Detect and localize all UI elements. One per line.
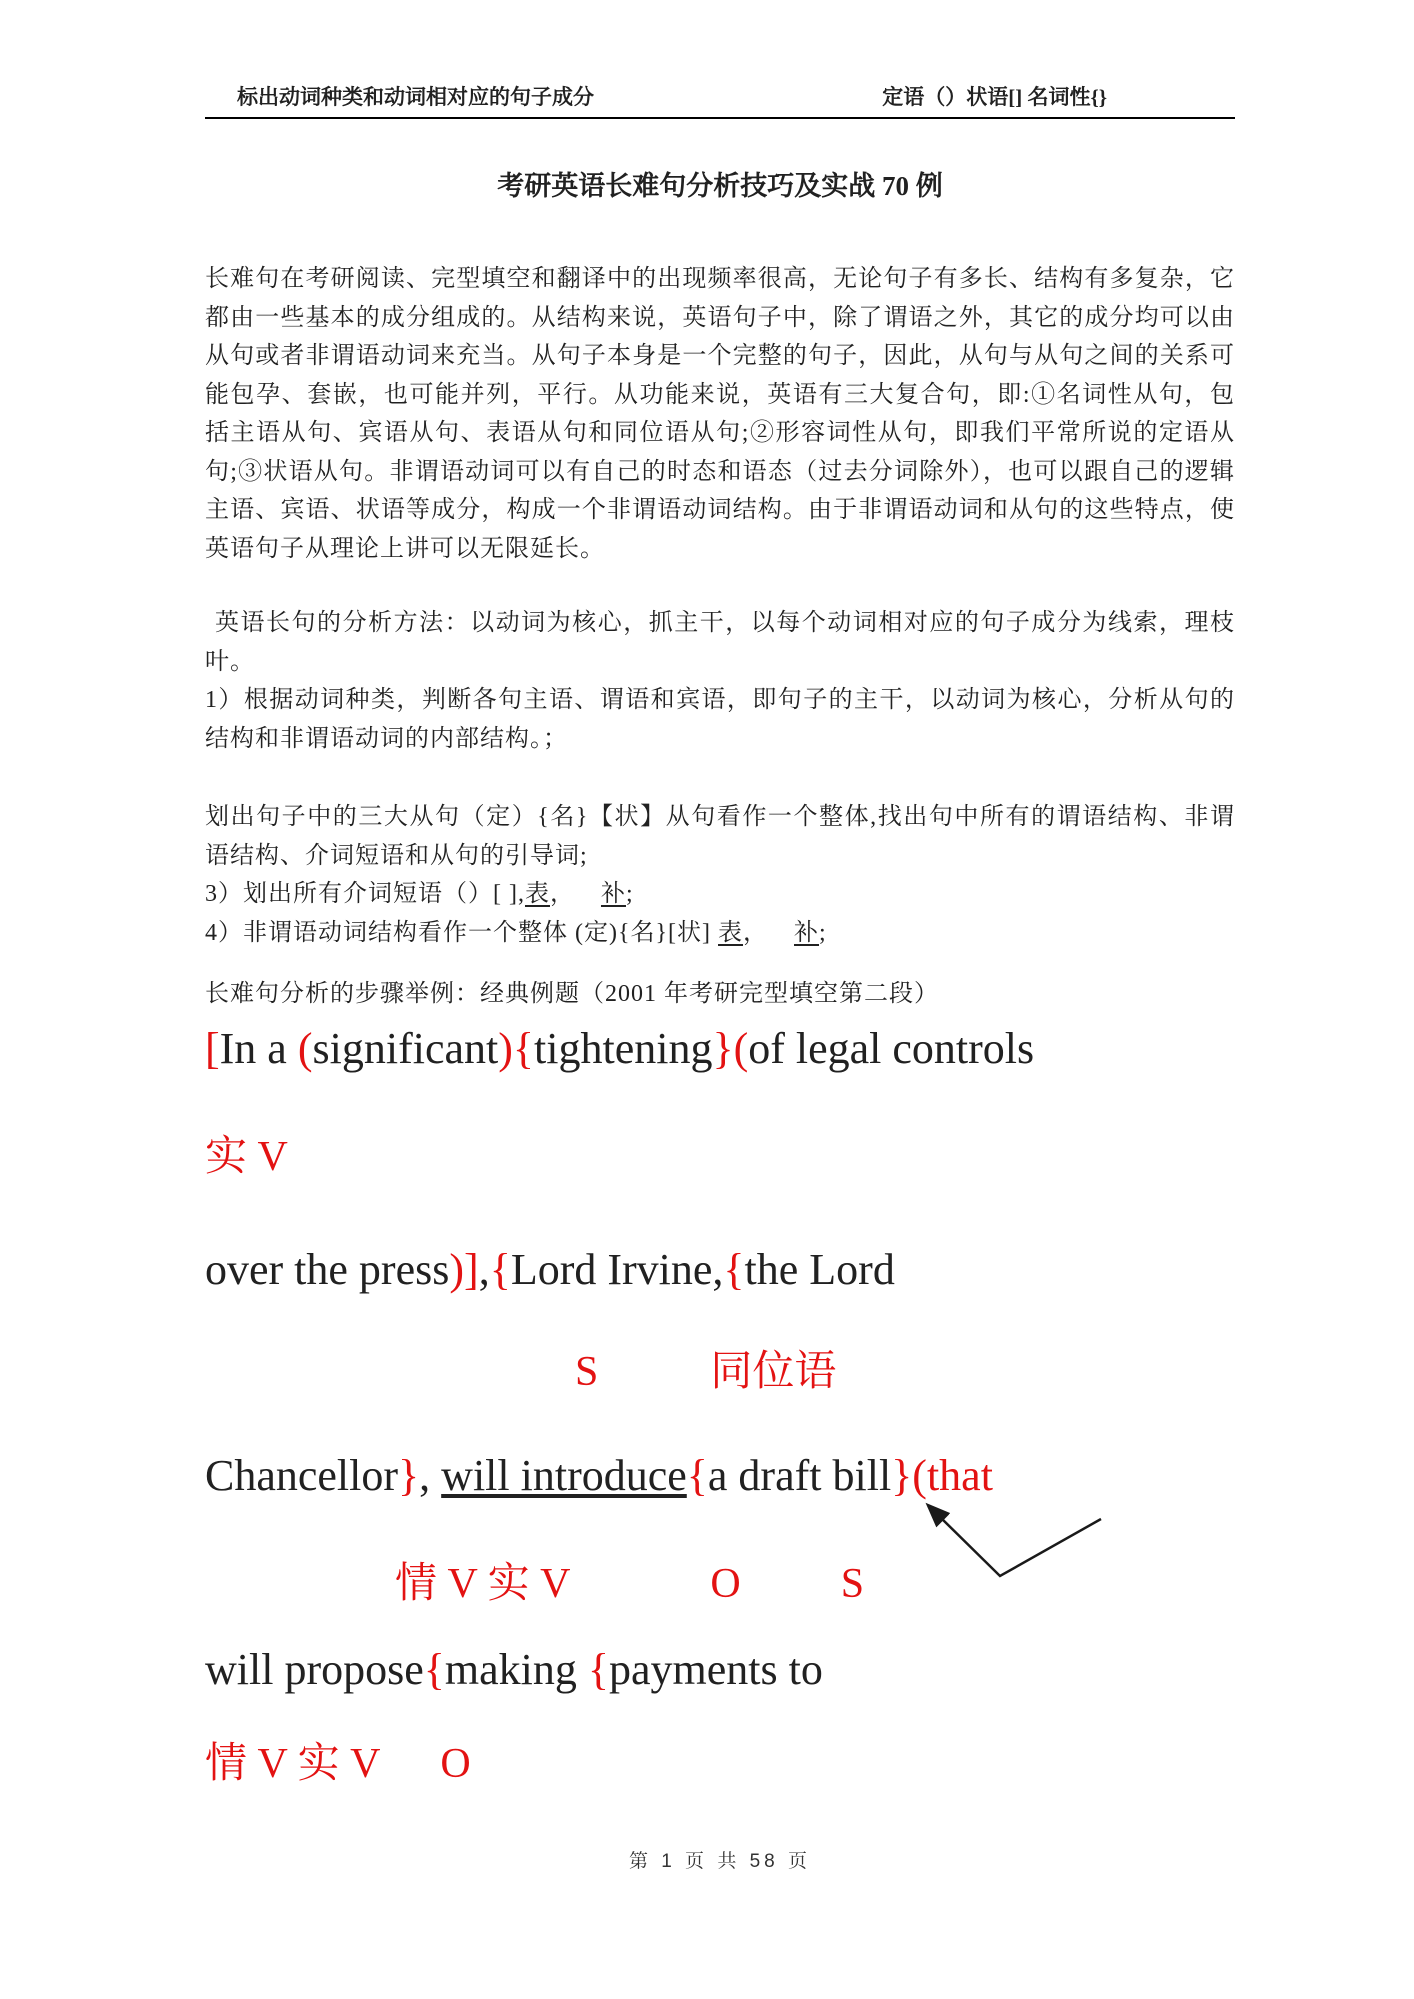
sentence-line-3: [205, 1447, 1235, 1505]
sentence-text: payments to: [609, 1644, 823, 1694]
rule-step3: [205, 875, 1235, 914]
sentence-text: significant: [312, 1023, 499, 1073]
sentence-text: the Lord: [744, 1245, 895, 1295]
sentence-text: ,: [478, 1245, 490, 1295]
annotation-subject-appositive: [205, 1345, 1235, 1400]
sentence-text: making: [444, 1644, 588, 1694]
document-title: 考研英语长难句分析技巧及实战 70 例: [497, 171, 943, 202]
object-mark: O: [440, 1740, 471, 1787]
syntax-bracket: {: [686, 1451, 708, 1501]
intro-paragraph: 长难句在考研阅读、完型填空和翻译中的出现频率很高，无论句子有多长、结构有多复杂，它都由一些基本的成分组成的。从结构来说，英语句子中，除了谓语之外，其它的成分均可以由从句或者非谓语动词来充当。从句子本身是一个完整的句子，因此，从句与从句之间的关系可能包孕、套嵌，也可能并列，平行。从功能来说，英语有三大复合句，即:①名词性从句，包括主语从句、宾语从句、表语从句和同位语从句;②形容词性从句，即我们平常所说的定语从句;③状语从句。非谓语动词可以有自己的时态和语态（过去分词除外），也可以跟自己的逻辑主语、宾语、状语等成分，构成一个非谓语动词结构。由于非谓语动词和从句的这些特点，使英语句子从理论上讲可以无限延长。: [205, 266, 1235, 562]
syntax-bracket: {: [489, 1245, 511, 1295]
syntax-bracket: {: [423, 1644, 445, 1694]
method-intro: 英语长句的分析方法：以动词为核心，抓主干，以每个动词相对应的句子成分为线索，理枝叶。: [205, 610, 1235, 675]
sentence-text: a draft bill: [707, 1451, 892, 1501]
step4-underlined-biao: 表: [718, 919, 744, 946]
verb-marks: 情 V 实 V: [205, 1740, 381, 1787]
sentence-line-1: [205, 1020, 1235, 1078]
sentence-text: Chancellor: [205, 1451, 399, 1501]
syntax-bracket: ){: [498, 1023, 535, 1073]
sentence-text: of legal controls: [748, 1023, 1035, 1073]
syntax-bracket: [: [205, 1023, 220, 1073]
method-step1: 1）根据动词种类，判断各句主语、谓语和宾语，即句子的主干，以动词为核心，分析从句的结构和非谓语动词的内部结构。；: [205, 687, 1235, 752]
verb-marks: 情 V 实 V: [395, 1561, 571, 1608]
syntax-bracket: }(: [712, 1023, 749, 1073]
syntax-bracket: (: [297, 1023, 313, 1073]
sentence-text: Lord Irvine,: [510, 1245, 724, 1295]
step4-separator: ，: [743, 919, 769, 946]
sentence-text: In a: [219, 1023, 298, 1073]
appositive-label: 同位语: [710, 1348, 837, 1395]
step3-end: ;: [625, 881, 634, 908]
example-heading: 长难句分析的步骤举例：经典例题（2001 年考研完型填空第二段）: [205, 981, 939, 1008]
step4-underlined-bu: 补: [794, 919, 820, 946]
syntax-bracket: }(that: [891, 1451, 993, 1501]
annotation-shi-v: 实 V: [205, 1133, 288, 1180]
rules-section: [205, 798, 1235, 952]
sentence-line-2: [205, 1241, 1235, 1299]
step4-end: ;: [819, 919, 827, 946]
rule-step4: [205, 914, 1235, 953]
sentence-text: over the press: [205, 1245, 450, 1295]
header-right-text: 定语（）状语[] 名词性{}: [882, 85, 1107, 109]
step3-prefix: 3）划出所有介词短语（）[ ],: [205, 881, 525, 908]
step3-underlined-biao: 表: [524, 881, 550, 908]
step3-separator: ，: [549, 881, 575, 908]
sentence-analysis: [205, 1020, 1235, 1792]
object-mark: O: [710, 1561, 741, 1608]
subject-mark: S: [840, 1561, 865, 1608]
sentence-text: tightening: [534, 1023, 713, 1073]
annotation-verbs-o: [205, 1737, 1235, 1792]
predicate-underlined: will introduce: [441, 1451, 687, 1501]
subject-mark: S: [575, 1348, 599, 1395]
method-section: [205, 604, 1235, 758]
header-left-text: 标出动词种类和动词相对应的句子成分: [237, 85, 594, 109]
pointer-arrow-icon: [920, 1499, 1110, 1589]
sentence-text: ,: [419, 1451, 442, 1501]
syntax-bracket: )]: [449, 1245, 479, 1295]
clause-rule: 划出句子中的三大从句（定）{名}【状】从句看作一个整体,找出句中所有的谓语结构、非谓语结构、介词短语和从句的引导词;: [205, 804, 1235, 869]
step3-underlined-bu: 补: [600, 881, 626, 908]
sentence-text: will propose: [205, 1644, 424, 1694]
syntax-bracket: {: [723, 1245, 745, 1295]
step4-prefix: 4）非谓语动词结构看作一个整体 (定){名}[状]: [205, 919, 719, 946]
page-header: [205, 85, 1235, 119]
page-number: 第 1 页 共 58 页: [628, 1851, 812, 1873]
syntax-bracket: {: [587, 1644, 609, 1694]
sentence-line-4: [205, 1641, 1235, 1699]
syntax-bracket: }: [398, 1451, 420, 1501]
